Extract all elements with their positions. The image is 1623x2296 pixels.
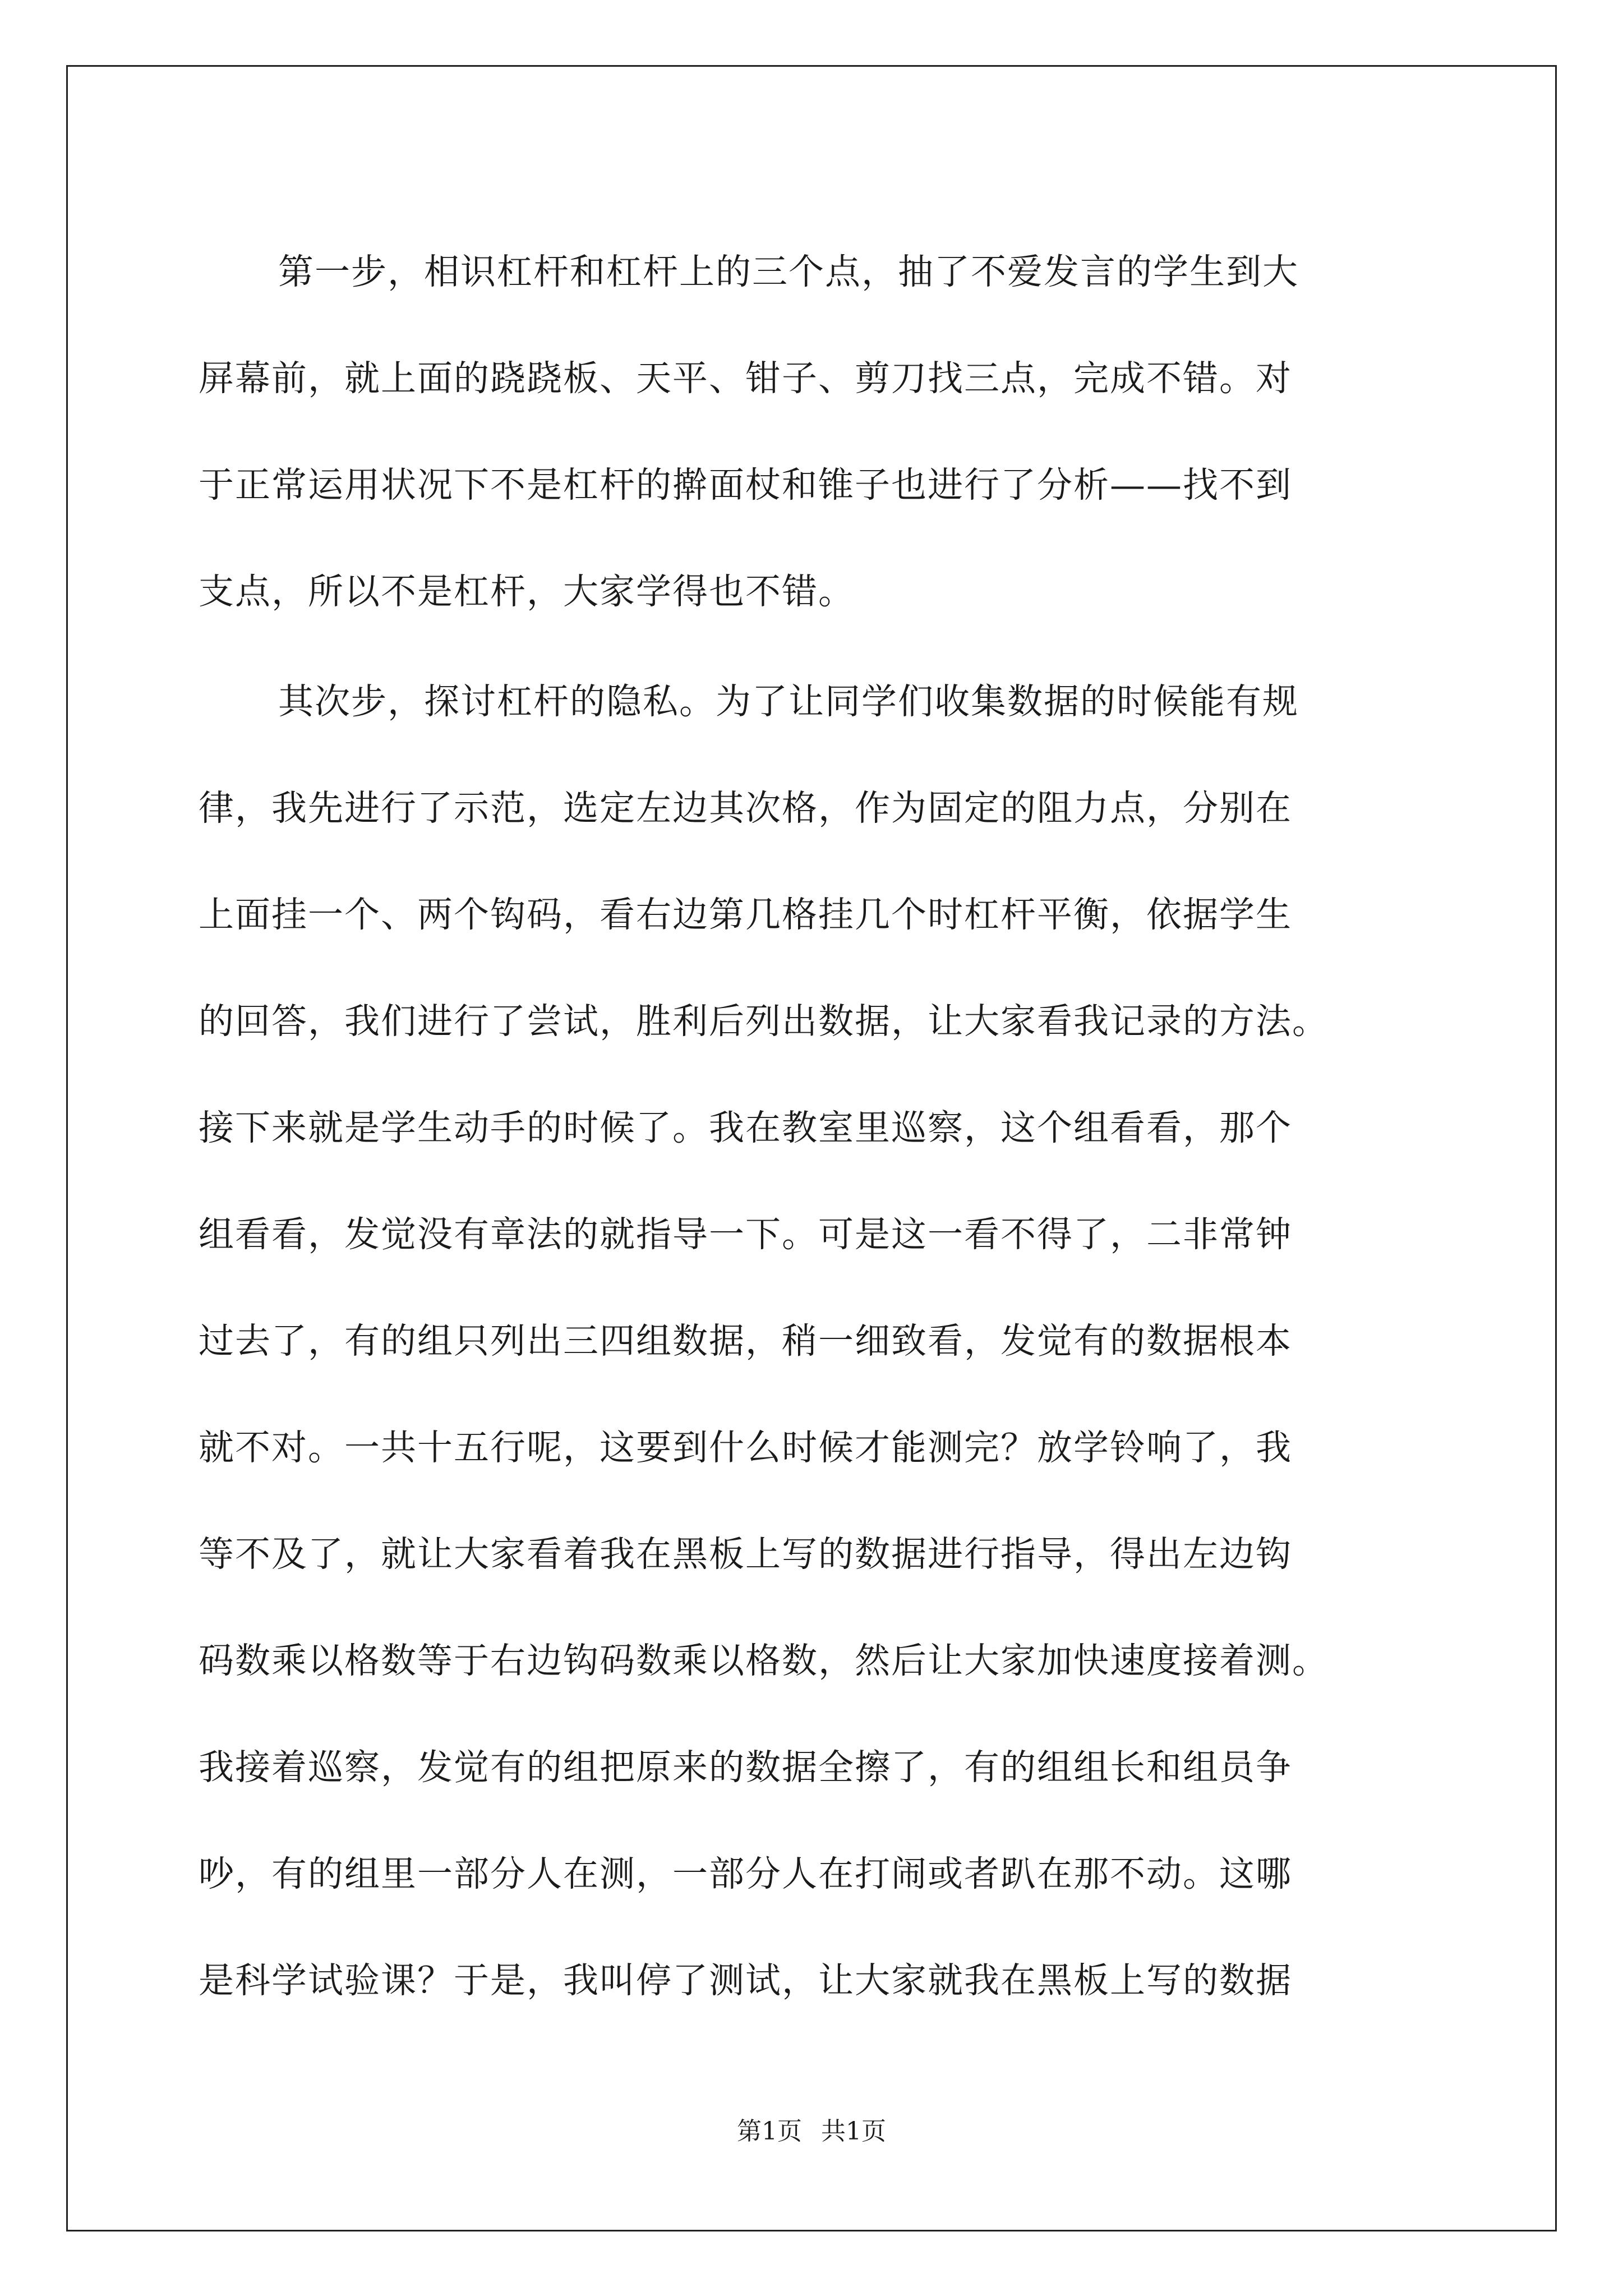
text-line: 于正常运用状况下不是杠杆的擀面杖和锥子也进行了分析——找不到 (199, 464, 1292, 505)
text-line: 的回答，我们进行了尝试，胜利后列出数据，让大家看我记录的方法。 (199, 1001, 1329, 1042)
text-line: 组看看，发觉没有章法的就指导一下。可是这一看不得了，二非常钟 (199, 1214, 1292, 1255)
text-line: 上面挂一个、两个钩码，看右边第几格挂几个时杠杆平衡，依据学生 (199, 894, 1292, 935)
text-line: 其次步，探讨杠杆的隐私。为了让同学们收集数据的时候能有规 (278, 681, 1299, 722)
text-line: 第一步，相识杠杆和杠杆上的三个点，抽了不爱发言的学生到大 (278, 251, 1299, 292)
paragraph-1 (199, 219, 1432, 645)
text-line: 是科学试验课？于是，我叫停了测试，让大家就我在黑板上写的数据 (199, 1960, 1292, 2001)
text-line: 码数乘以格数等于右边钩码数乘以格数，然后让大家加快速度接着测。 (199, 1640, 1329, 1681)
text-line: 屏幕前，就上面的跷跷板、天平、钳子、剪刀找三点，完成不错。对 (199, 358, 1292, 399)
text-line: 吵，有的组里一部分人在测，一部分人在打闹或者趴在那不动。这哪 (199, 1853, 1292, 1894)
page-number: 第1页 (737, 2117, 802, 2146)
paragraph-2 (199, 648, 1432, 2034)
text-line: 过去了，有的组只列出三四组数据，稍一细致看，发觉有的数据根本 (199, 1320, 1292, 1361)
text-line: 就不对。一共十五行呢，这要到什么时候才能测完？放学铃响了，我 (199, 1427, 1292, 1468)
document-body (199, 219, 1432, 2034)
text-line: 我接着巡察，发觉有的组把原来的数据全擦了，有的组组长和组员争 (199, 1747, 1292, 1788)
text-line: 等不及了，就让大家看着我在黑板上写的数据进行指导，得出左边钩 (199, 1534, 1292, 1575)
page-footer (0, 2115, 1623, 2148)
page-total: 共1页 (821, 2117, 886, 2146)
text-line: 接下来就是学生动手的时候了。我在教室里巡察，这个组看看，那个 (199, 1107, 1292, 1148)
text-line: 支点，所以不是杠杆，大家学得也不错。 (199, 571, 855, 612)
text-line: 律，我先进行了示范，选定左边其次格，作为固定的阻力点，分别在 (199, 788, 1292, 829)
